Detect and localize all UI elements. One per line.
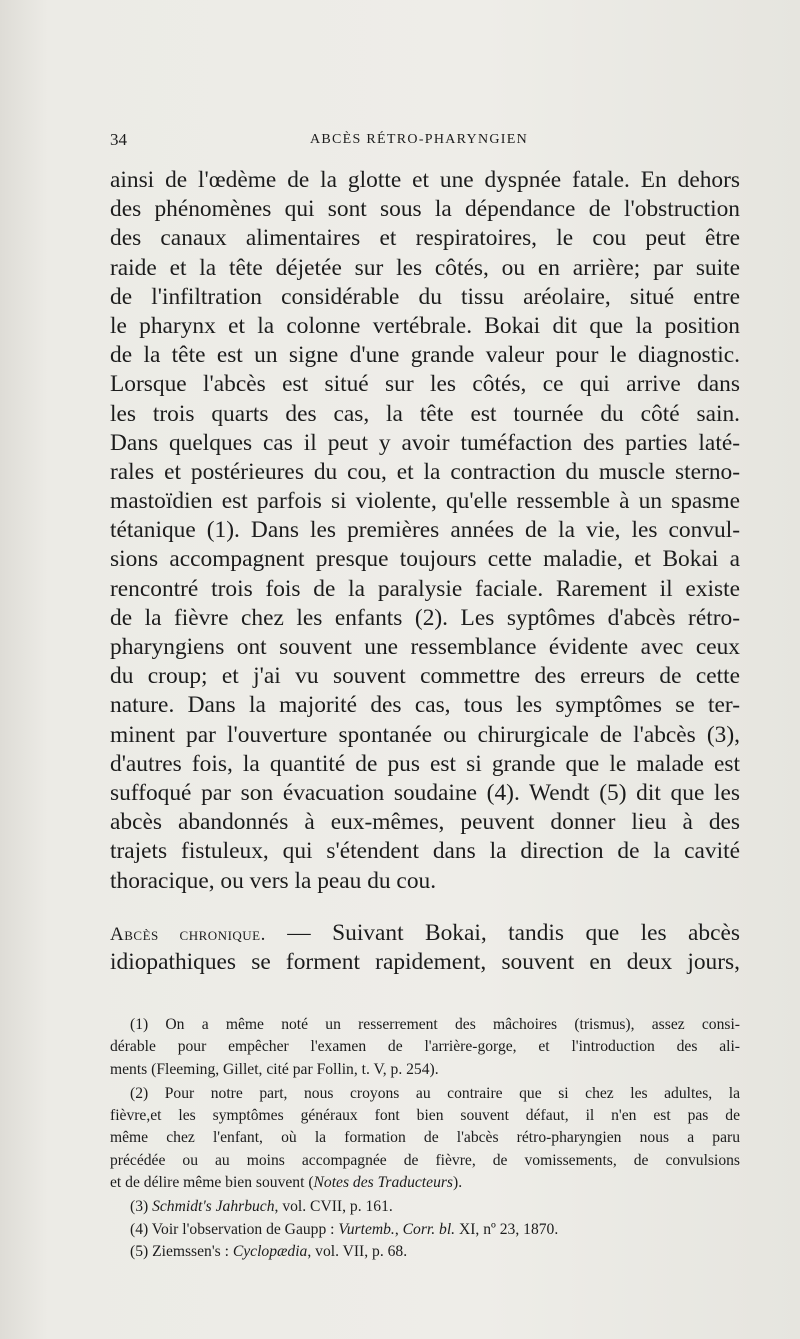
section-first-line — [110, 918, 740, 947]
text-line: minent par l'ouverture spontanée ou chirurgicale de l'abcès (3), — [110, 721, 740, 748]
section-heading: Abcès chronique. — [110, 924, 266, 945]
text-line: sions accompagnent presque toujours cette maladie, et Bokai a — [110, 546, 740, 573]
text-line: idiopathiques se forment rapidement, souvent en deux jours, — [110, 949, 740, 976]
text-line: pharyngiens ont souvent une ressemblance évidente avec ceux — [110, 634, 740, 660]
footnotes — [110, 1014, 740, 1263]
footnote-2 — [110, 1083, 740, 1194]
footnote-text: ). — [453, 1174, 463, 1192]
text-line: thoracique, ou vers la peau du cou. — [110, 867, 437, 894]
footnote-line: dérable pour empêcher l'examen de l'arrière-gorge, et l'introduction des ali- — [110, 1038, 740, 1056]
footnote-line: même chez l'enfant, où la formation de l'abcès rétro-pharyngien nous a paru — [110, 1129, 740, 1147]
text-line: des canaux alimentaires et respiratoires, le cou peut être — [110, 225, 740, 252]
text-line: les trois quarts des cas, la tête est tournée du côté sain. — [110, 400, 740, 427]
footnote-italic: Cyclopædia — [232, 1242, 308, 1260]
text-line: le pharynx et la colonne vertébrale. Bokai dit que la position — [110, 312, 740, 339]
body-paragraph — [110, 166, 740, 896]
text-line: Lorsque l'abcès est situé sur les côtés, ce qui arrive dans — [110, 371, 740, 398]
footnote-line: fièvre,et les symptômes généraux font bien souvent défaut, il n'en est pas de — [110, 1107, 740, 1125]
footnote-1 — [110, 1014, 740, 1081]
footnote-text: (3) — [130, 1198, 153, 1216]
text-line: du croup; et j'ai vu souvent commettre des erreurs de cette — [110, 663, 740, 690]
text-line: de la fièvre chez les enfants (2). Les syptômes d'abcès rétro- — [110, 604, 740, 631]
text-line: rales et postérieures du cou, et la contraction du muscle sterno- — [110, 458, 740, 485]
footnote-text: , — [394, 1220, 403, 1238]
text-line: suffoqué par son évacuation soudaine (4). Wendt (5) dit que les — [110, 779, 740, 806]
text-line: ainsi de l'œdème de la glotte et une dyspnée fatale. En dehors — [110, 167, 740, 193]
text-line: des phénomènes qui sont sous la dépendance de l'obstruction — [110, 196, 740, 223]
footnote-line: ments (Fleeming, Gillet, cité par Follin, t. V, p. 254). — [110, 1060, 439, 1078]
text-line: trajets fistuleux, qui s'étendent dans la direction de la cavité — [110, 838, 740, 865]
footnote-italic: Schmidt's Jahrbuch — [152, 1198, 275, 1216]
footnote-4 — [110, 1219, 740, 1241]
running-head: ABCÈS RÉTRO-PHARYNGIEN — [310, 132, 529, 147]
text-line: de l'infiltration considérable du tissu aréolaire, situé entre — [110, 283, 740, 310]
text-line: de la tête est un signe d'une grande valeur pour le diagnostic. — [110, 342, 740, 369]
section-chronic-abscess — [110, 918, 740, 976]
text-line: nature. Dans la majorité des cas, tous les symptômes se ter- — [110, 692, 740, 719]
section-text: — Suivant Bokai, tandis que les abcès — [287, 920, 740, 946]
text-line: abcès abandonnés à eux-mêmes, peuvent donner lieu à des — [110, 809, 740, 836]
text-line: rencontré trois fois de la paralysie faciale. Rarement il existe — [110, 575, 740, 602]
footnote-text: (4) Voir l'observation de Gaupp : — [130, 1220, 339, 1238]
footnote-text: XI, nº 23, 1870. — [455, 1220, 559, 1238]
footnote-text: , vol. CVII, p. 161. — [274, 1198, 393, 1216]
text-line: mastoïdien est parfois si violente, qu'elle ressemble à un spasme — [110, 488, 740, 515]
footnote-line: précédée ou au moins accompagnée de fièvre, de vomissements, de convulsions — [110, 1151, 740, 1169]
footnote-text: (5) Ziemssen's : — [130, 1242, 233, 1260]
footnote-3 — [110, 1196, 740, 1218]
footnote-text: , vol. VII, p. 68. — [307, 1242, 408, 1260]
text-line: Dans quelques cas il peut y avoir tuméfaction des parties laté- — [110, 429, 740, 456]
footnote-text: et de délire même bien souvent ( — [110, 1174, 314, 1192]
text-line: tétanique (1). Dans les premières années de la vie, les convul- — [110, 517, 740, 544]
footnote-line: (1) On a même noté un resserrement des mâchoires (trismus), assez consi- — [130, 1016, 740, 1033]
footnote-italic: Vurtemb. — [338, 1220, 395, 1238]
footnote-5 — [110, 1241, 740, 1263]
footnote-line — [110, 1172, 740, 1194]
text-line: d'autres fois, la quantité de pus est si grande que le malade est — [110, 750, 740, 777]
footnote-line: (2) Pour notre part, nous croyons au contraire que si chez les adultes, la — [130, 1084, 740, 1102]
footnote-italic: Notes des Traducteurs — [313, 1174, 453, 1192]
footnote-italic: Corr. bl. — [402, 1220, 456, 1238]
page-header — [110, 126, 740, 156]
page-number: 34 — [110, 130, 127, 149]
text-line: raide et la tête déjetée sur les côtés, ou en arrière; par suite — [110, 254, 740, 281]
